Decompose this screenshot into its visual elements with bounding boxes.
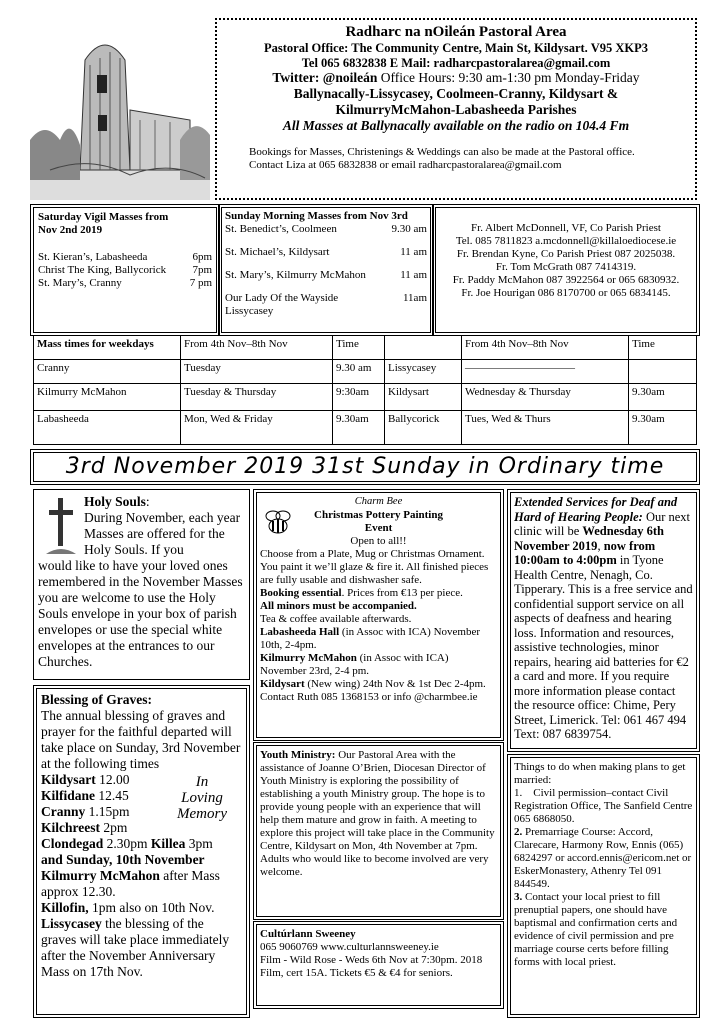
- twitter-label: Twitter: @noileán: [272, 70, 378, 85]
- marriage-item-2: 2. Premarriage Course: Accord, Clarecare, Harmony Row, Ennis (065) 6824297 or accord.ennis@ericom.net or EskerMonastery, Athenry Tel 091 844549.: [514, 826, 692, 890]
- culturlann-title: Cultúrlann Sweeney: [260, 928, 356, 940]
- marriage-intro: Things to do when making plans to get married:: [514, 761, 686, 786]
- priest-line: Fr. Albert McDonnell, VF, Co Parish Priest: [471, 222, 661, 234]
- tel-line: Tel 065 6832838 E Mail: radharcpastoralarea@gmail.com: [301, 55, 611, 70]
- blessing-box: [36, 688, 247, 1015]
- parishes-line-2: KilmurryMcMahon-Labasheeda Parishes: [335, 102, 577, 117]
- priest-line: Fr. Joe Hourigan 086 8170700 or 065 6834145.: [461, 287, 671, 299]
- holy-souls-text: Holy Souls: During November, each year Masses are offered for the Holy Souls. If you: [84, 494, 241, 557]
- youth-text: Youth Ministry: Our Pastoral Area with the assistance of Joanne O’Brien, Diocesan Director of Youth Ministry is exploring the possibility of establishing a youth Ministry group. The hope is to provide young people with an experience that will help them mature and grow in faith. A meeting to explore this project will take place in the Community Centre, Kildysart on Mon, 4th November at 7pm. Adults who would like to become involved are very welcome.: [260, 749, 495, 878]
- charm-title-2: Event: [364, 521, 393, 534]
- header-title: Radharc na nOileán Pastoral Area: [345, 24, 567, 40]
- in-loving-memory: In Loving Memory: [177, 774, 227, 822]
- blessing-line: Kildysart 12.00: [41, 772, 130, 787]
- header-box: [215, 18, 697, 200]
- sunday-row: St. Benedict’s, Coolmeen 9.30 am: [225, 223, 427, 235]
- priest-line: Fr. Tom McGrath 087 7414319.: [495, 261, 637, 273]
- holy-souls-text-2: would like to have your loved ones remembered in the November Masses you are welcome to use the Holy Souls envelope in your box of parish envelopes or use the special white envelopes at the entrances to our Churches.: [38, 558, 243, 669]
- deaf-services-box: [510, 492, 697, 749]
- priest-line: Fr. Brendan Kyne, Co Parish Priest 087 2025038.: [456, 248, 676, 260]
- charm-brand: Charm Bee: [354, 496, 403, 507]
- weekday-table: [33, 335, 697, 445]
- vigil-row: Christ The King, Ballycorick 7pm: [38, 264, 212, 276]
- holy-souls-box: [33, 489, 250, 680]
- charm-bee-box: [256, 492, 501, 738]
- vigil-row: St. Kieran’s, Labasheeda 6pm: [38, 251, 212, 263]
- marriage-item-3: 3. Contact your local priest to fill prenuptial papers, one should have baptismal and confirmation certs and evidence of civil permission and pre marriage course certs before filling forms with local priest.: [514, 891, 678, 968]
- bookings-line-2: Contact Liza at 065 6832838 or email radharcpastoralarea@gmail.com: [249, 159, 562, 171]
- blessing-line: Kilmurry McMahon after Mass approx 12.30.: [41, 868, 220, 899]
- marriage-box: [510, 757, 697, 1015]
- blessing-intro: The annual blessing of graves and prayer for the faithful departed will take place on Sunday, 3rd November at the following times: [41, 708, 241, 771]
- charm-text: Choose from a Plate, Mug or Christmas Ornament. You paint it we’ll glaze & fire it. All finished pieces are fully usable and dishwasher safe.: [260, 547, 489, 586]
- radio-line: All Masses at Ballynacally available on the radio on 104.4 Fm: [282, 118, 630, 133]
- deaf-text: Extended Services for Deaf and Hard of Hearing People: Our next clinic will be Wednesday 6th November 2019, now from 10:00am to 4:00pm in Tyone Health Centre, Nenagh, Co. Tipperary. This is a free service and confidential support service on all aspects of deafness and hearing loss. Information and resources, assistive technologies, minor repairs, hearing aid batteries for €2 a card and more. If you require more information please contact the resource office: Chime, Pery Street, Limerick. Tel: 061 467 494 Text: 087 6839754.: [514, 495, 693, 741]
- culturlann-film: Film - Wild Rose - Weds 6th Nov at 7:30pm. 2018 Film, cert 15A. Tickets €5 & €4 for seniors.: [260, 954, 483, 979]
- charm-kilmurry: Kilmurry McMahon (in Assoc with ICA) November 23rd, 2-4 pm.: [260, 651, 449, 677]
- sunday-banner: [33, 452, 697, 482]
- holy-souls-title: Holy Souls: [84, 494, 146, 509]
- charm-booking: Booking essential. Prices from €13 per piece.: [260, 586, 463, 599]
- table-row: Kilmurry McMahon Tuesday & Thursday 9:30am Kildysart Wednesday & Thursday 9.30am: [34, 384, 697, 411]
- charm-title-1: Christmas Pottery Painting: [314, 508, 443, 521]
- culturlann-contact: 065 9060769 www.culturlannsweeney.ie: [260, 941, 439, 953]
- table-row: Cranny Tuesday 9.30 am Lissycasey ——————————: [34, 360, 697, 384]
- marriage-item-1: 1. Civil permission–contact Civil Registration Office, The Sanfield Centre 065 6868050.: [514, 787, 693, 825]
- charm-open: Open to all!!: [350, 534, 407, 547]
- blessing-line: Killofin, 1pm also on 10th Nov.: [41, 900, 215, 915]
- charm-tea: Tea & coffee available afterwards.: [260, 612, 412, 625]
- charm-minors: All minors must be accompanied.: [260, 599, 417, 612]
- vigil-heading-1: Saturday Vigil Masses from: [38, 211, 169, 223]
- blessing-line: Kilchreest 2pm: [41, 820, 128, 835]
- blessing-line: Lissycasey the blessing of the graves will take place immediately after the November Anniversary Mass on 17th Nov.: [41, 916, 230, 979]
- priest-line: Fr. Paddy McMahon 087 3922564 or 065 6830932.: [452, 274, 680, 286]
- blessing-line: Cranny 1.15pm: [41, 804, 130, 819]
- table-row: Mass times for weekdays From 4th Nov–8th Nov Time From 4th Nov–8th Nov Time: [34, 336, 697, 360]
- blessing-line: Clondegad 2.30pm Killea 3pm: [41, 836, 213, 851]
- sunday-row: Our Lady Of the Wayside Lissycasey 11am: [225, 292, 427, 317]
- charm-labasheeda: Labasheeda Hall (in Assoc with ICA) November 10th, 2-4pm.: [260, 625, 480, 651]
- blessing-line: Kilfidane 12.45: [41, 788, 129, 803]
- vigil-heading-2: Nov 2nd 2019: [38, 224, 103, 236]
- blessing-line: and Sunday, 10th November: [41, 852, 205, 867]
- sunday-box: [221, 207, 431, 333]
- church-sketch: [30, 20, 210, 200]
- parishes-line-1: Ballynacally-Lissycasey, Coolmeen-Cranny, Kildysart &: [293, 86, 619, 101]
- office-hours: Office Hours: 9:30 am-1:30 pm Monday-Friday: [380, 70, 640, 85]
- sunday-row: St. Michael’s, Kildysart 11 am: [225, 246, 427, 258]
- vigil-row: St. Mary’s, Cranny 7 pm: [38, 277, 212, 289]
- priest-line: Tel. 085 7811823 a.mcdonnell@killaloediocese.ie: [455, 235, 677, 247]
- banner-text: 3rd November 2019 31st Sunday in Ordinary time: [65, 454, 665, 479]
- office-line: Pastoral Office: The Community Centre, Main St, Kildysart. V95 XKP3: [264, 41, 648, 55]
- cross-icon: [46, 496, 76, 556]
- blessing-title: Blessing of Graves:: [41, 692, 152, 707]
- culturlann-box: [256, 924, 501, 1006]
- bee-icon: [263, 509, 293, 535]
- priests-box: [435, 207, 697, 333]
- sunday-row: St. Mary’s, Kilmurry McMahon 11 am: [225, 269, 427, 281]
- youth-title: Youth Ministry:: [260, 749, 336, 761]
- youth-box: [256, 745, 501, 917]
- table-row: Labasheeda Mon, Wed & Friday 9.30am Ballycorick Tues, Wed & Thurs 9.30am: [34, 411, 697, 445]
- deaf-title: Extended Services for Deaf and Hard of Hearing People:: [514, 495, 678, 524]
- twitter-line: [217, 70, 695, 86]
- charm-kildysart: Kildysart (New wing) 24th Nov & 1st Dec 2-4pm. Contact Ruth 085 1368153 or info @charmbee.ie: [260, 677, 486, 703]
- bookings-line-1: Bookings for Masses, Christenings & Weddings can also be made at the Pastoral office.: [249, 146, 635, 158]
- sunday-heading: Sunday Morning Masses from Nov 3rd: [225, 210, 408, 222]
- vigil-box: [33, 207, 217, 333]
